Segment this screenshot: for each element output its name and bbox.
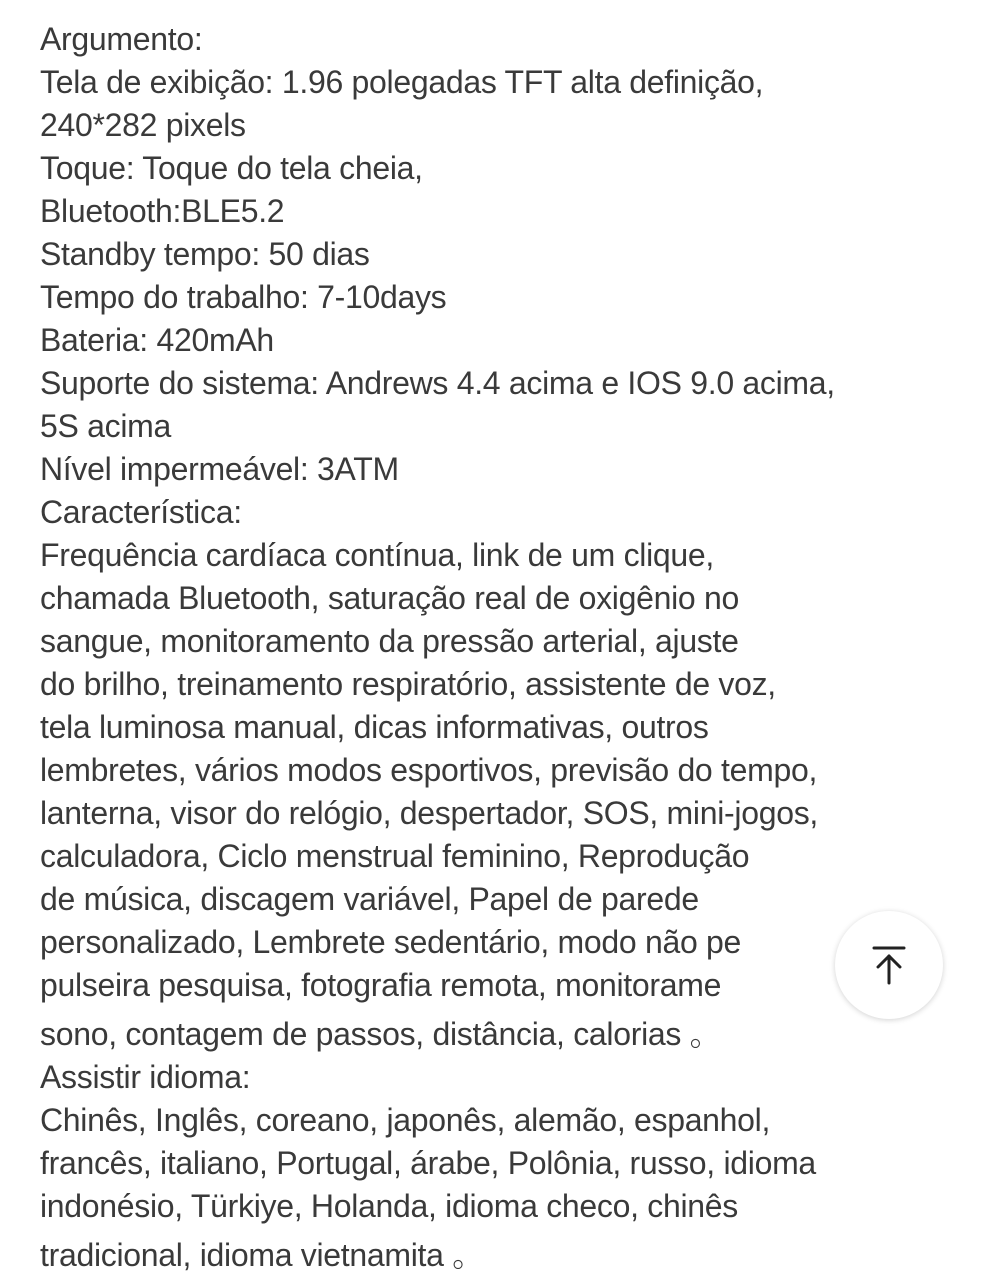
feature-line-9: de música, discagem variável, Papel de parede — [40, 881, 699, 917]
feature-line-11: pulseira pesquisa, fotografia remota, monitorame — [40, 967, 722, 1003]
spec-line-bluetooth: Bluetooth:BLE5.2 — [40, 193, 285, 229]
feature-line-8: calculadora, Ciclo menstrual feminino, Reprodução — [40, 838, 750, 874]
spec-line-pixels: 240*282 pixels — [40, 107, 246, 143]
spec-line-toque: Toque: Toque do tela cheia, — [40, 150, 423, 186]
language-line-3: indonésio, Türkiye, Holanda, idioma checo, chinês — [40, 1188, 739, 1224]
spec-line-tempo-trabalho: Tempo do trabalho: 7-10days — [40, 279, 447, 315]
feature-line-1: Frequência cardíaca contínua, link de um clique, — [40, 537, 714, 573]
feature-line-10: personalizado, Lembrete sedentário, modo não pe — [40, 924, 742, 960]
language-heading: Assistir idioma: — [40, 1059, 251, 1095]
feature-line-6: lembretes, vários modos esportivos, previsão do tempo, — [40, 752, 818, 788]
spec-text-block — [40, 18, 970, 1277]
feature-line-5: tela luminosa manual, dicas informativas, outros — [40, 709, 709, 745]
feature-line-2: chamada Bluetooth, saturação real de oxigênio no — [40, 580, 739, 616]
feature-line-7: lanterna, visor do relógio, despertador, SOS, mini-jogos, — [40, 795, 818, 831]
feature-line-4: do brilho, treinamento respiratório, assistente de voz, — [40, 666, 776, 702]
language-line-4: tradicional, idioma vietnamita 。 — [40, 1237, 484, 1273]
language-line-2: francês, italiano, Portugal, árabe, Polônia, russo, idioma — [40, 1145, 816, 1181]
arrow-up-to-top-icon — [867, 943, 911, 987]
spec-line-standby: Standby tempo: 50 dias — [40, 236, 370, 272]
spec-line-argumento: Argumento: — [40, 21, 203, 57]
spec-line-bateria: Bateria: 420mAh — [40, 322, 274, 358]
spec-line-tela: Tela de exibição: 1.96 polegadas TFT alta definição, — [40, 64, 764, 100]
feature-line-12: sono, contagem de passos, distância, calorias 。 — [40, 1016, 722, 1052]
language-line-1: Chinês, Inglês, coreano, japonês, alemão, espanhol, — [40, 1102, 771, 1138]
spec-line-suporte: Suporte do sistema: Andrews 4.4 acima e IOS 9.0 acima, — [40, 365, 835, 401]
spec-line-impermeavel: Nível impermeável: 3ATM — [40, 451, 399, 487]
spec-line-caracteristica: Característica: — [40, 494, 242, 530]
spec-line-5s: 5S acima — [40, 408, 171, 444]
feature-line-3: sangue, monitoramento da pressão arterial, ajuste — [40, 623, 739, 659]
scroll-to-top-button[interactable] — [835, 911, 943, 1019]
